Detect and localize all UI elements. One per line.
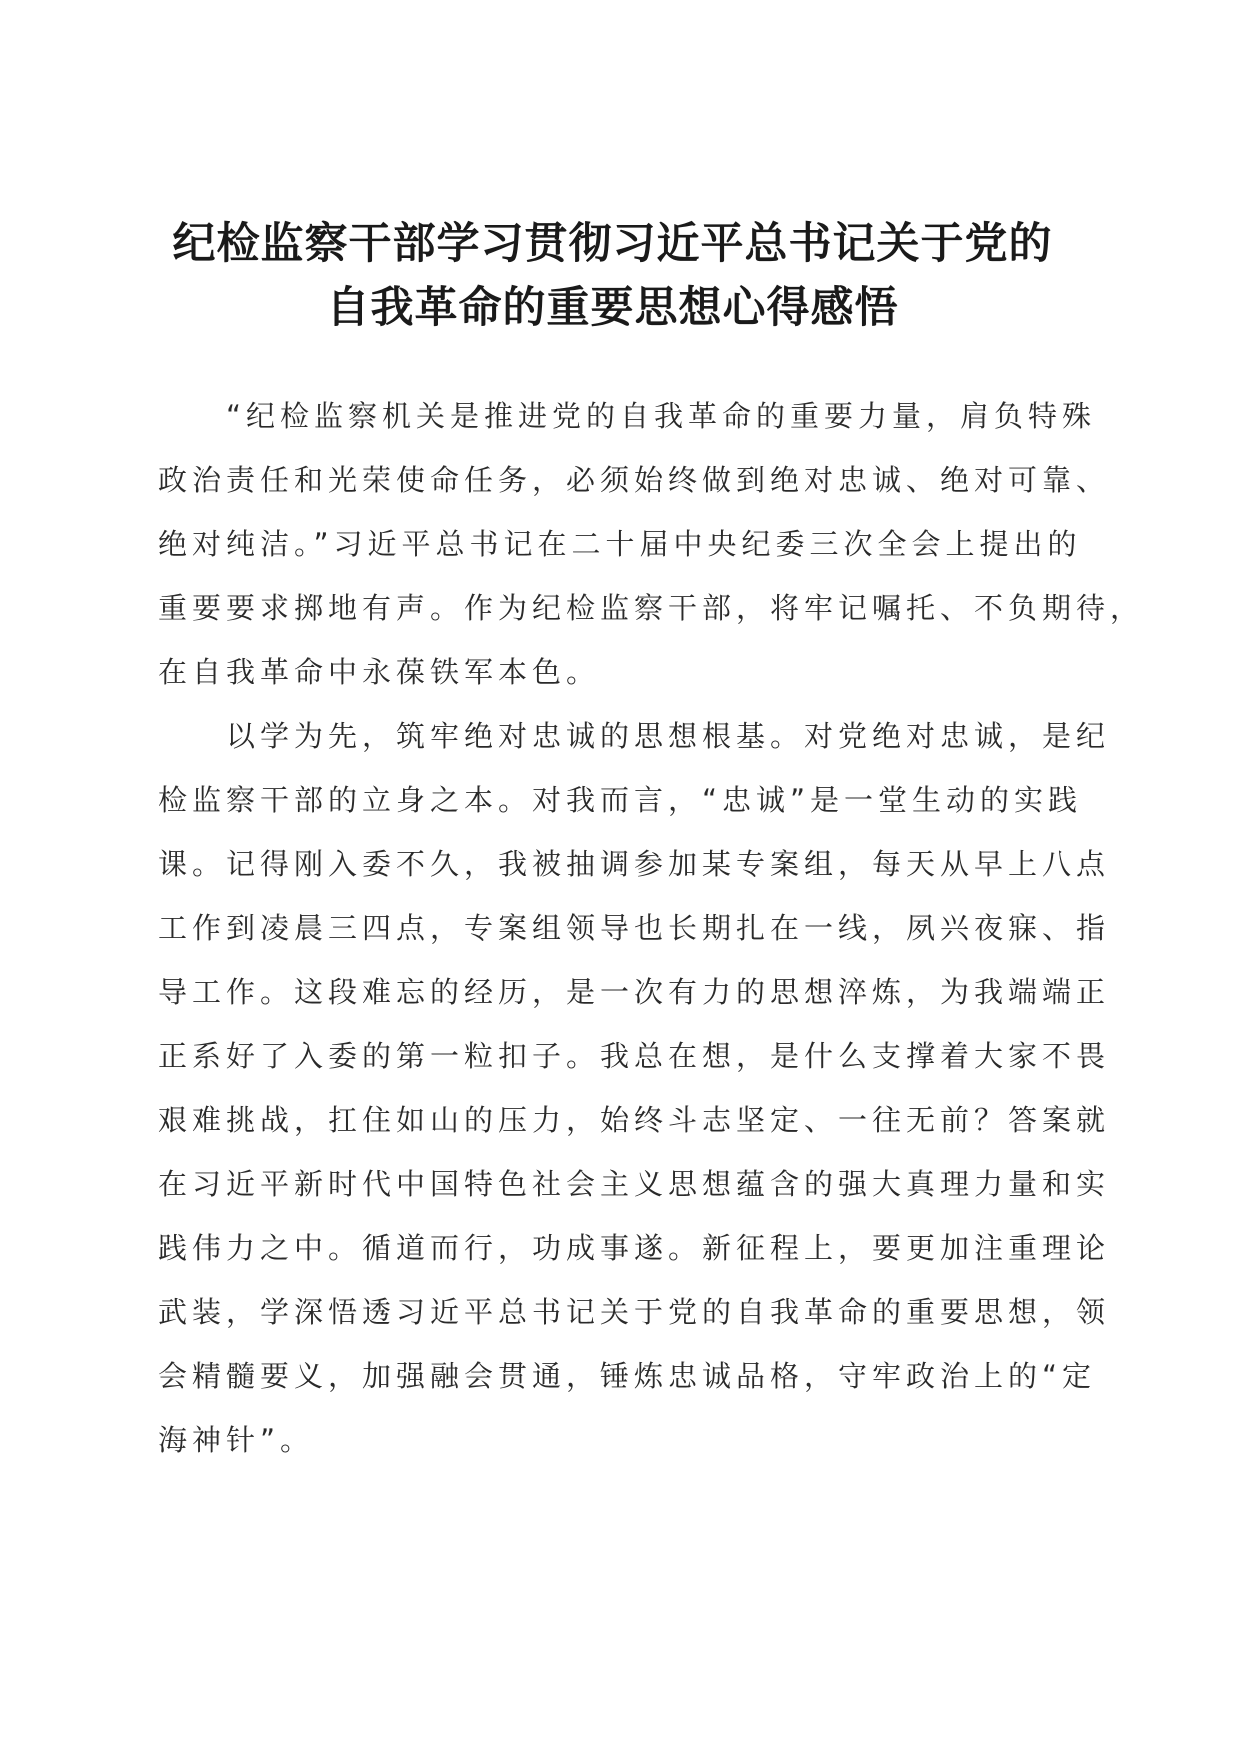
document-title [150, 212, 1075, 340]
paragraph-line: 重要要求掷地有声。作为纪检监察干部，将牢记嘱托、不负期待， [158, 591, 1145, 625]
paragraph-line: 会精髓要义，加强融会贯通，锤炼忠诚品格，守牢政治上的“定 [158, 1359, 1097, 1393]
title-line-1: 纪检监察干部学习贯彻习近平总书记关于党的 [172, 219, 1053, 269]
paragraph-line: 海神针”。 [158, 1423, 315, 1457]
paragraph-line: 武装，学深悟透习近平总书记关于党的自我革命的重要思想，领 [158, 1295, 1111, 1329]
paragraph-line: 在自我革命中永葆铁军本色。 [158, 655, 601, 689]
paragraph-2 [158, 704, 1111, 1472]
paragraph-line: “纪检监察机关是推进党的自我革命的重要力量，肩负特殊 [226, 399, 1097, 433]
paragraph-line: 检监察干部的立身之本。对我而言，“忠诚”是一堂生动的实践 [158, 783, 1083, 817]
paragraph-line: 以学为先，筑牢绝对忠诚的思想根基。对党绝对忠诚，是纪 [226, 719, 1111, 753]
title-line-2: 自我革命的重要思想心得感悟 [326, 283, 899, 333]
paragraph-line: 艰难挑战，扛住如山的压力，始终斗志坚定、一往无前？答案就 [158, 1103, 1111, 1137]
paragraph-line: 导工作。这段难忘的经历，是一次有力的思想淬炼，为我端端正 [158, 975, 1111, 1009]
paragraph-line: 践伟力之中。循道而行，功成事遂。新征程上，要更加注重理论 [158, 1231, 1111, 1265]
paragraph-line: 绝对纯洁。”习近平总书记在二十届中央纪委三次全会上提出的 [158, 527, 1082, 561]
paragraph-line: 课。记得刚入委不久，我被抽调参加某专案组，每天从早上八点 [158, 847, 1111, 881]
paragraph-line: 政治责任和光荣使命任务，必须始终做到绝对忠诚、绝对可靠、 [158, 463, 1111, 497]
paragraph-line: 在习近平新时代中国特色社会主义思想蕴含的强大真理力量和实 [158, 1167, 1111, 1201]
document-body [158, 384, 1145, 1472]
paragraph-line: 正系好了入委的第一粒扣子。我总在想，是什么支撑着大家不畏 [158, 1039, 1111, 1073]
paragraph-1 [158, 384, 1145, 704]
paragraph-line: 工作到凌晨三四点，专案组领导也长期扎在一线，夙兴夜寐、指 [158, 911, 1111, 945]
